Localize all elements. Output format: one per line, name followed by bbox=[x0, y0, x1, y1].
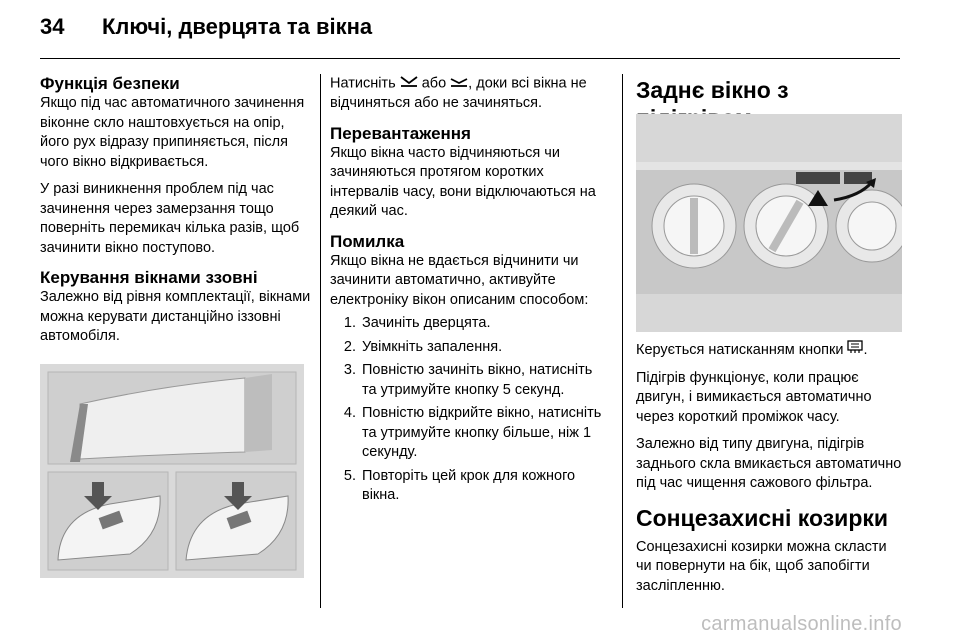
lock-arrow-icon bbox=[450, 74, 468, 94]
chapter-title: Ключі, дверцята та вікна bbox=[102, 14, 373, 39]
list-item: 5. Повторіть цей крок для кожного вікна. bbox=[343, 467, 576, 504]
rear-window-paragraph-1: Керується натисканням кнопки . bbox=[636, 340, 906, 361]
key-fob-illustration bbox=[40, 364, 304, 578]
list-item: 3. Повністю зачиніть вікно, натисніть та утримуйте кнопку 5 секунд. bbox=[343, 362, 593, 398]
sun-visor-paragraph: Сонцезахисні козирки можна скласти чи повернути на бік, щоб запобігти засліпленню. bbox=[636, 538, 887, 594]
intro-paragraph: Натисніть або , доки всі вікна не відчиняться або не зачиняться. bbox=[330, 75, 587, 112]
column-left bbox=[40, 74, 312, 347]
steps-list bbox=[330, 314, 608, 506]
safety-heading: Функція безпеки bbox=[40, 74, 180, 93]
overload-paragraph: Якщо вікна часто відчиняються чи зачиняються протягом коротких інтервалів часу, вони відключаються на деякий час. bbox=[330, 144, 596, 220]
error-heading: Помилка bbox=[330, 231, 405, 251]
remote-paragraph: Залежно від рівня комплектації, вікнами можна керувати дистанційно іззовні автомобіля. bbox=[40, 289, 311, 344]
column-divider bbox=[320, 74, 321, 608]
rear-window-heading: Заднє вікно з bbox=[636, 77, 789, 103]
safety-paragraph-1: Якщо під час автоматичного зачинення віконне скло наштовхується на опір, його рух відразу припиняється, після чого вікно відкривається. bbox=[40, 95, 305, 170]
rear-window-paragraph-2: Підігрів функціонує, коли працює двигун, і вимикається автоматично через короткий проміжок часу. bbox=[636, 369, 872, 425]
watermark: carmanualsonline.info bbox=[701, 613, 902, 635]
header-rule bbox=[40, 58, 900, 59]
sun-visor-heading: Сонцезахисні козирки bbox=[636, 504, 889, 531]
error-paragraph: Якщо вікна не вдається відчинити чи зачинити автоматично, активуйте електроніку вікон описаним способом: bbox=[330, 252, 589, 308]
safety-paragraph-2: У разі виникнення проблем під час зачинення через замерзання тощо поверніть перемикач кілька разів, щоб зачинити вікно поступово. bbox=[40, 181, 300, 256]
list-item: 1. Зачиніть дверцята. bbox=[343, 315, 491, 332]
column-right-lower bbox=[636, 340, 906, 596]
remote-heading: Керування вікнами ззовні bbox=[40, 268, 258, 287]
page-header bbox=[40, 14, 372, 54]
rear-window-paragraph-3: Залежно від типу двигуна, підігрів заднього скла вмикається автоматично під час чищення сажового фільтра. bbox=[636, 436, 902, 492]
list-item: 4. Повністю відкрийте вікно, натисніть та утримуйте кнопку більше, ніж 1 секунду. bbox=[343, 405, 602, 461]
climate-panel-illustration bbox=[636, 114, 902, 332]
overload-heading: Перевантаження bbox=[330, 123, 471, 143]
column-middle bbox=[330, 74, 608, 510]
key-fob-drawing bbox=[40, 364, 304, 578]
climate-panel-drawing bbox=[636, 114, 902, 332]
unlock-arrow-icon bbox=[400, 74, 418, 94]
page-number: 34 bbox=[40, 14, 65, 39]
rear-defrost-icon bbox=[847, 340, 863, 361]
list-item: 2. Увімкніть запалення. bbox=[343, 338, 503, 355]
column-divider bbox=[622, 74, 623, 608]
